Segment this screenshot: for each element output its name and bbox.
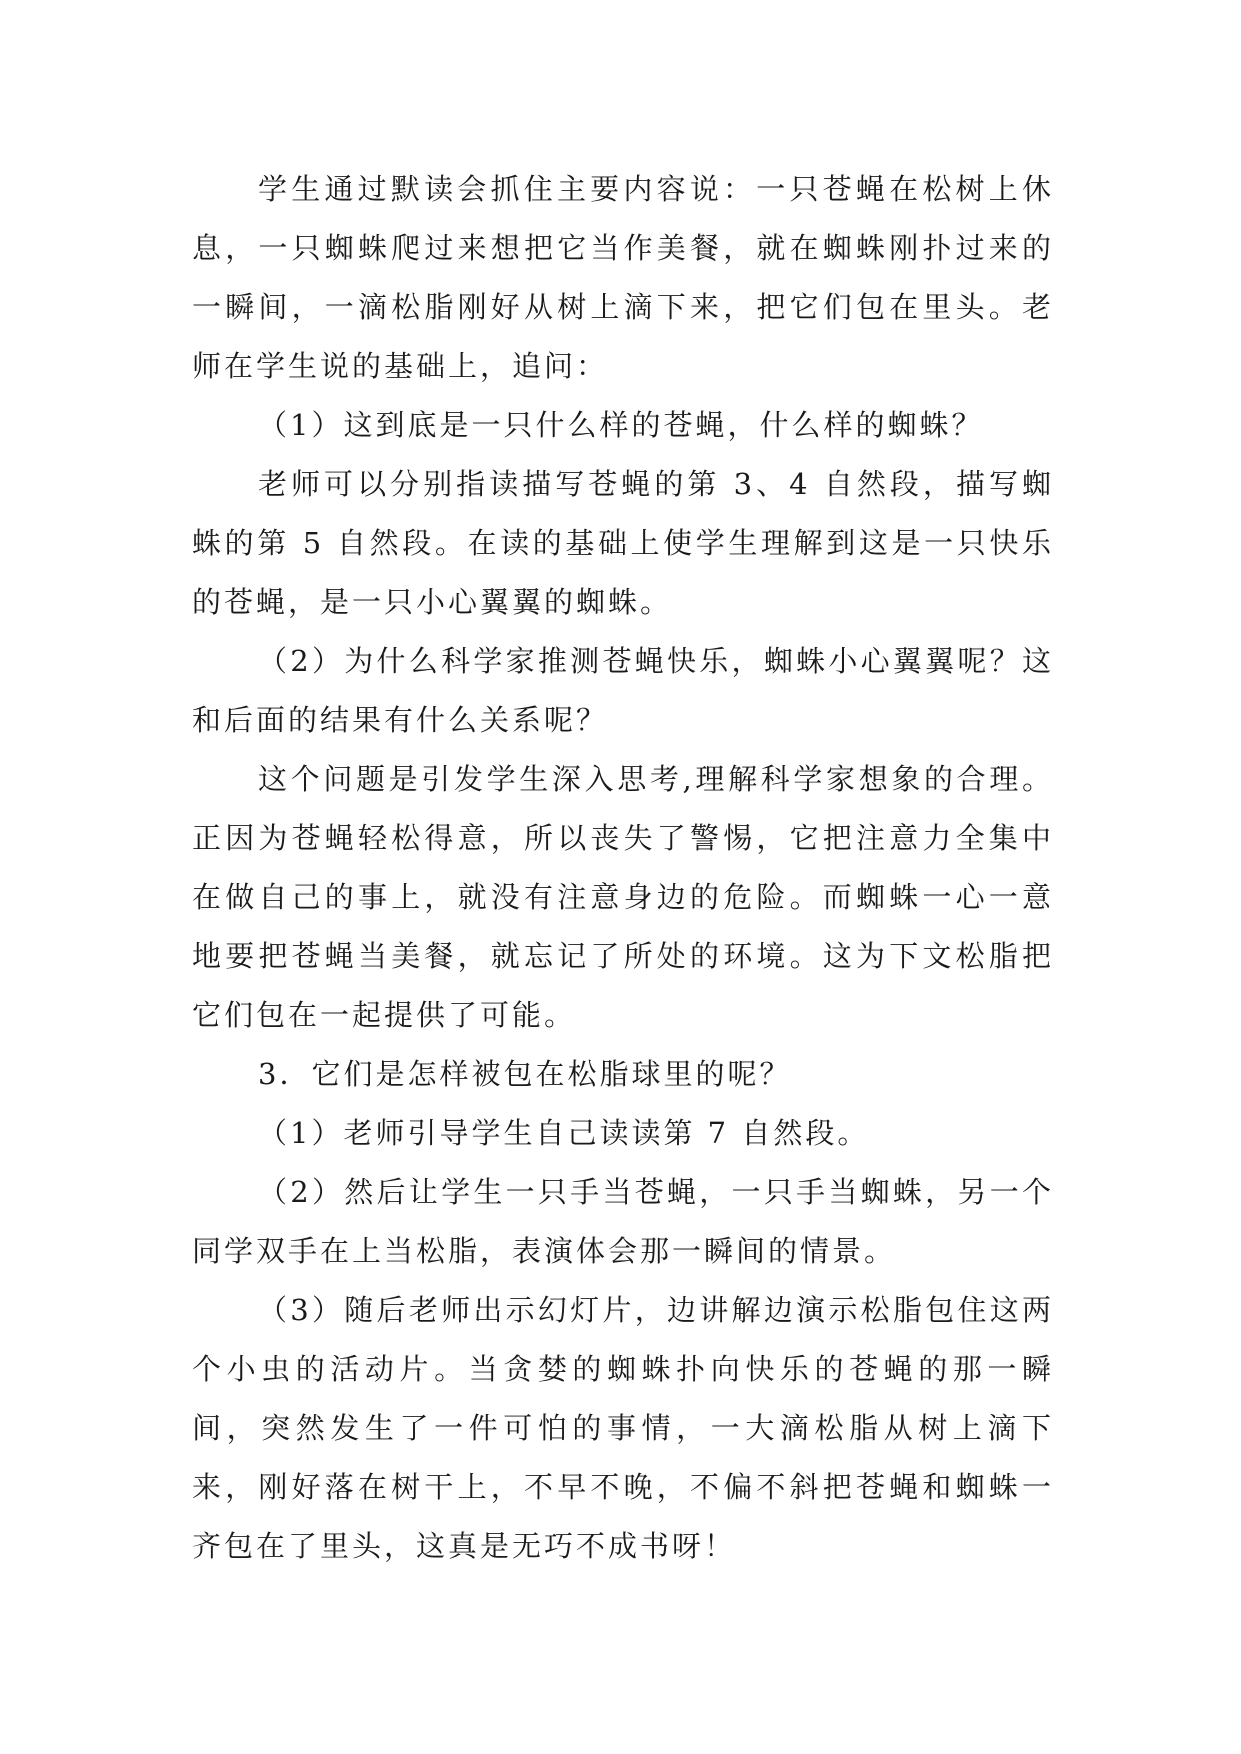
section-heading-3: 3．它们是怎样被包在松脂球里的呢？ <box>258 1057 792 1091</box>
document-body <box>192 160 1054 1576</box>
paragraph-answer-1: 老师可以分别指读描写苍蝇的第 3、4 自然段，描写蜘蛛的第 5 自然段。在读的基础上使学生理解到这是一只快乐的苍蝇，是一只小心翼翼的蜘蛛。 <box>192 467 1054 619</box>
paragraph-answer-2: 这个问题是引发学生深入思考,理解科学家想象的合理。正因为苍蝇轻松得意，所以丧失了警惕，它把注意力全集中在做自己的事上，就没有注意身边的危险。而蜘蛛一心一意地要把苍蝇当美餐，就忘记了所处的环境。这为下文松脂把它们包在一起提供了可能。 <box>192 762 1054 1032</box>
paragraph-question-1: （1）这到底是一只什么样的苍蝇，什么样的蜘蛛？ <box>258 408 984 442</box>
paragraph-question-2: （2）为什么科学家推测苍蝇快乐，蜘蛛小心翼翼呢？这和后面的结果有什么关系呢？ <box>192 644 1054 737</box>
paragraph-step-1: （1）老师引导学生自己读读第 7 自然段。 <box>258 1116 870 1150</box>
paragraph-step-3: （3）随后老师出示幻灯片，边讲解边演示松脂包住这两个小虫的活动片。当贪婪的蜘蛛扑向快乐的苍蝇的那一瞬间，突然发生了一件可怕的事情，一大滴松脂从树上滴下来，刚好落在树干上，不早不晚，不偏不斜把苍蝇和蜘蛛一齐包在了里头，这真是无巧不成书呀！ <box>192 1293 1054 1563</box>
paragraph-step-2: （2）然后让学生一只手当苍蝇，一只手当蜘蛛，另一个同学双手在上当松脂，表演体会那一瞬间的情景。 <box>192 1175 1054 1268</box>
paragraph-summary: 学生通过默读会抓住主要内容说：一只苍蝇在松树上休息，一只蜘蛛爬过来想把它当作美餐，就在蜘蛛刚扑过来的一瞬间，一滴松脂刚好从树上滴下来，把它们包在里头。老师在学生说的基础上，追问： <box>192 172 1054 383</box>
